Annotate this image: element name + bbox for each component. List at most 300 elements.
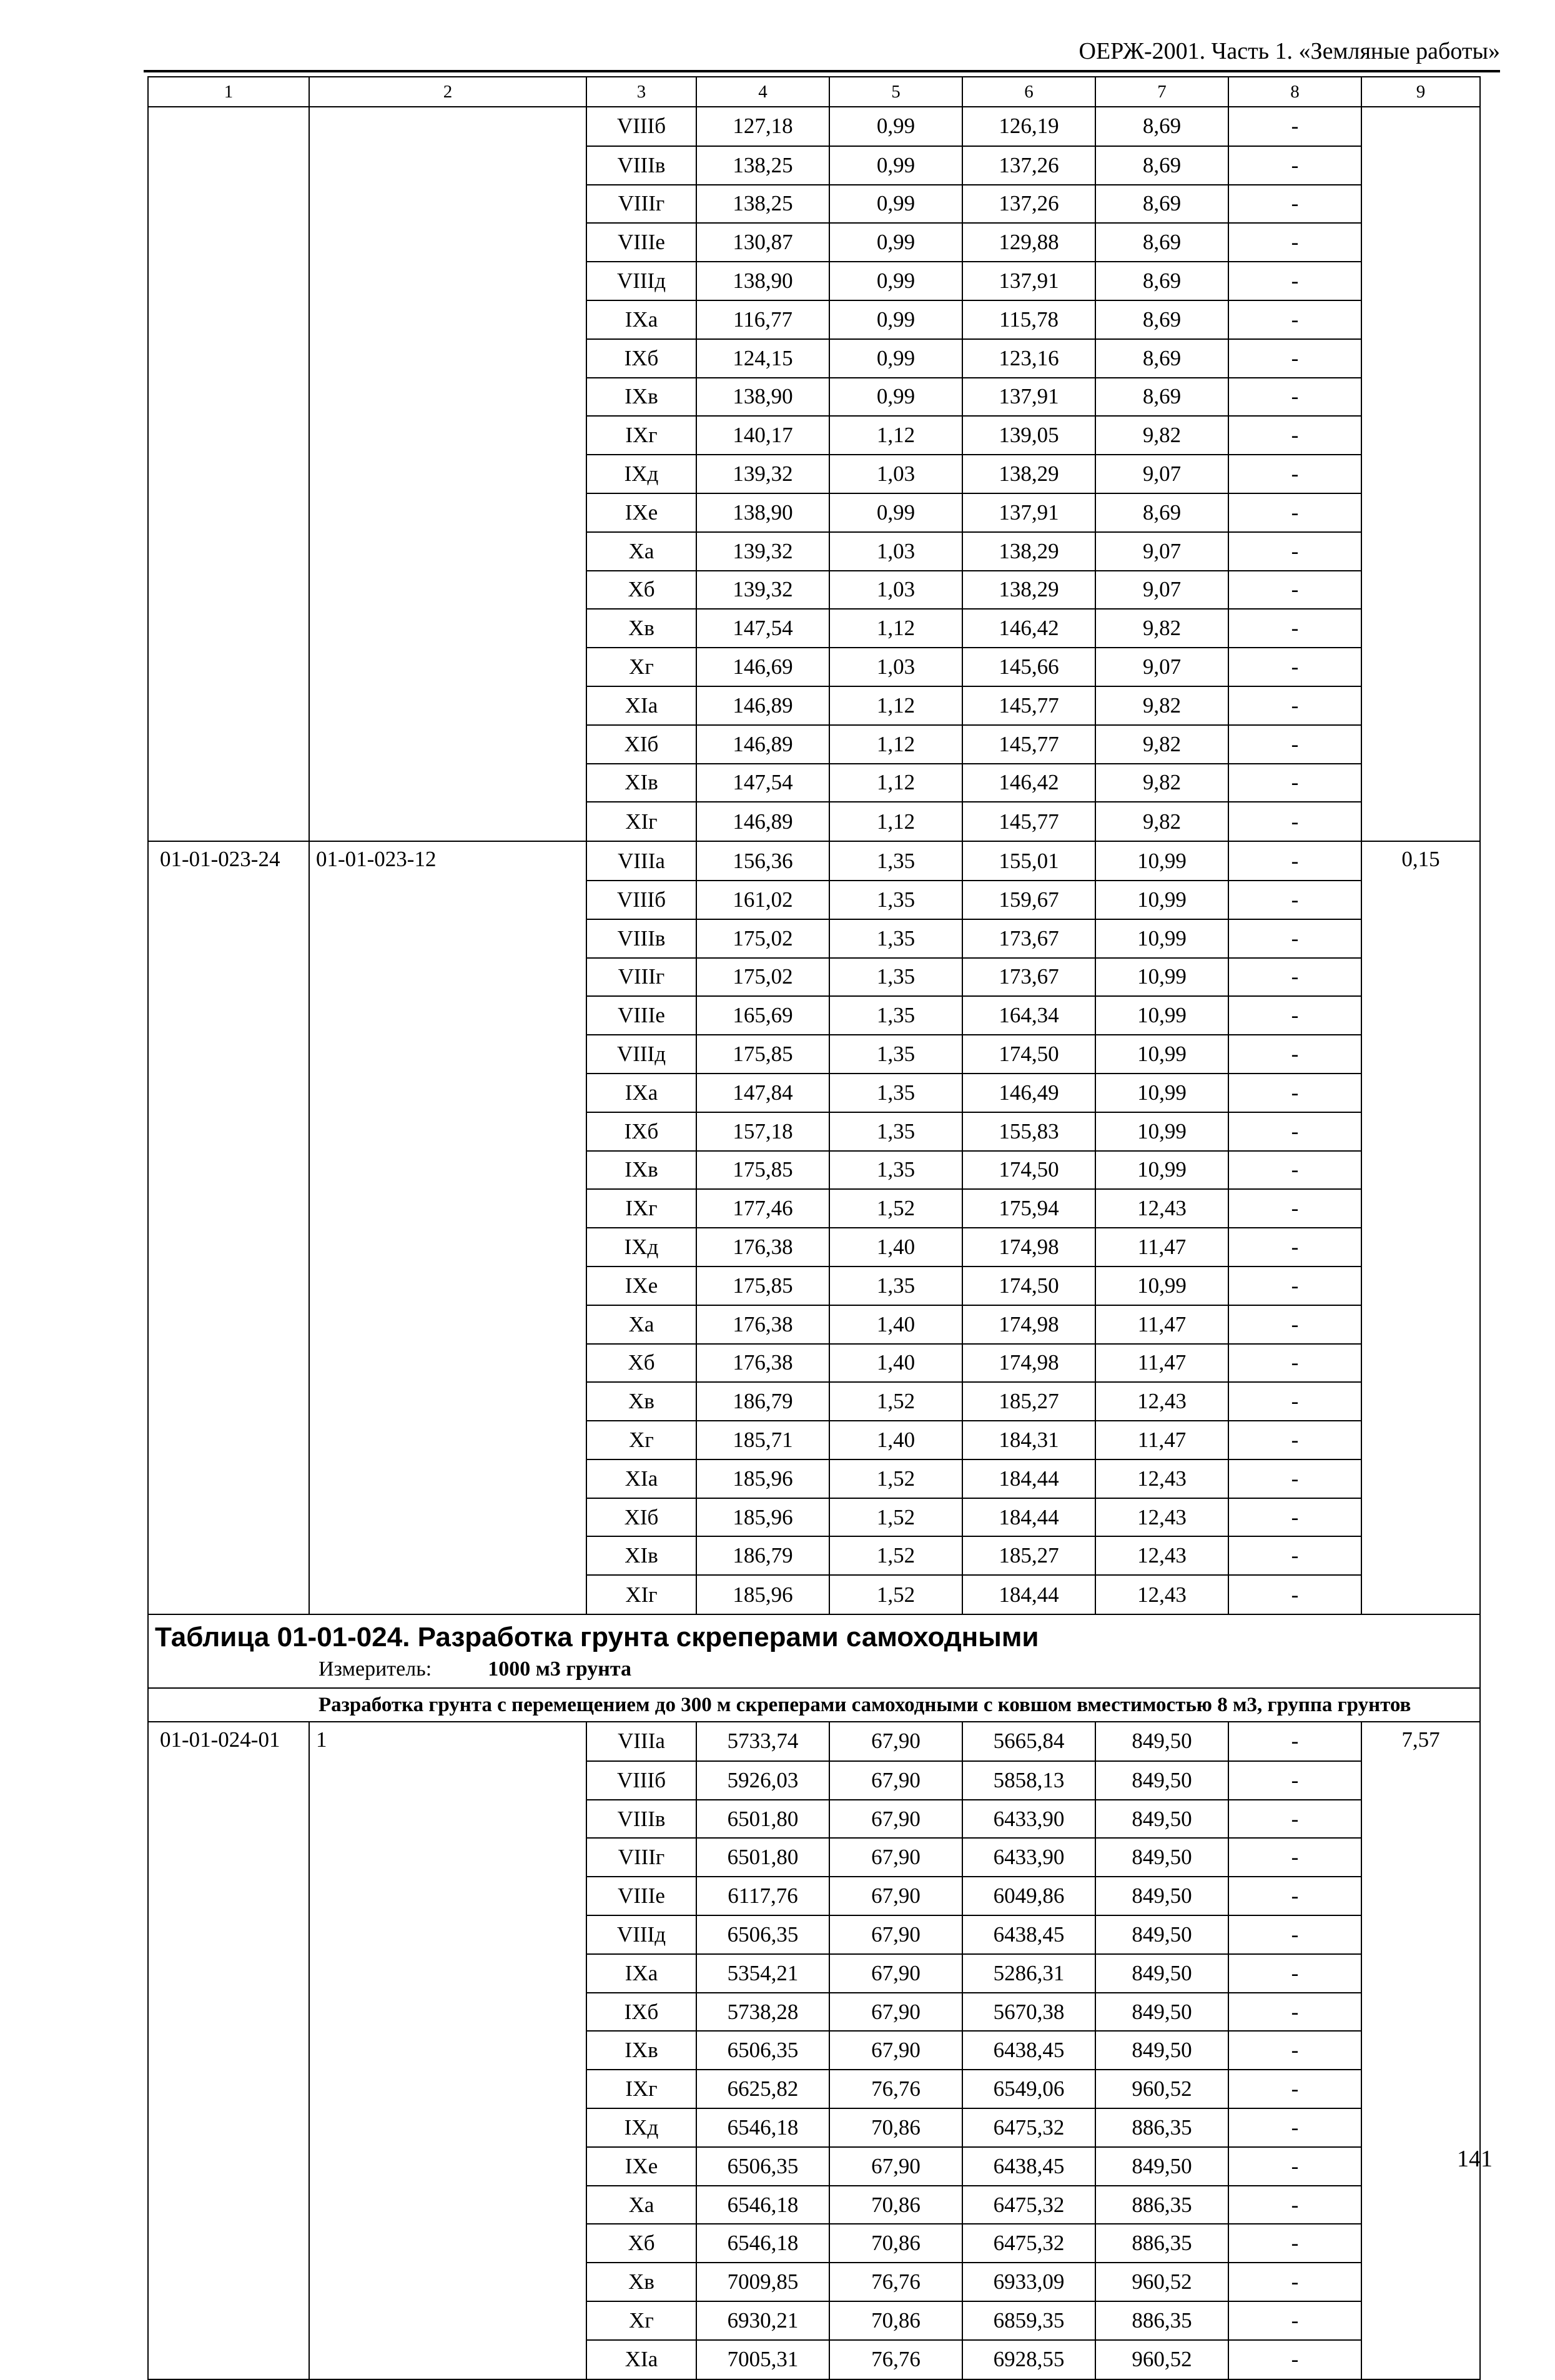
- row-code: [148, 1800, 309, 1839]
- table-cell: -: [1228, 1575, 1361, 1614]
- table-cell: 1,35: [829, 1074, 962, 1112]
- table-cell: 6049,86: [962, 1877, 1095, 1915]
- table-cell: 1,52: [829, 1536, 962, 1575]
- row-code: [148, 1915, 309, 1954]
- table-cell: 1,35: [829, 881, 962, 919]
- row-ref: [309, 1382, 586, 1421]
- table-cell: 849,50: [1095, 1800, 1228, 1839]
- table-cell: 76,76: [829, 2070, 962, 2108]
- row-col9: [1361, 146, 1480, 185]
- row-ref: [309, 1074, 586, 1112]
- table-cell: VIIIе: [586, 1877, 696, 1915]
- meter-value: 1000 м3 грунта: [488, 1657, 631, 1681]
- meter-label: Измеритель:: [318, 1657, 432, 1681]
- table-cell: -: [1228, 1459, 1361, 1498]
- table-cell: 6475,32: [962, 2186, 1095, 2224]
- table-row: [148, 1421, 1480, 1459]
- row-col9: [1361, 1344, 1480, 1383]
- row-col9: [1361, 2224, 1480, 2263]
- table-cell: 176,38: [696, 1228, 829, 1267]
- row-col9: [1361, 2070, 1480, 2108]
- table-cell: 139,32: [696, 455, 829, 493]
- table-row: [148, 2147, 1480, 2186]
- row-ref: 1: [309, 1722, 586, 1761]
- row-code: [148, 996, 309, 1035]
- row-ref: [309, 1305, 586, 1344]
- table-cell: VIIIв: [586, 1800, 696, 1839]
- table-cell: 145,77: [962, 802, 1095, 841]
- row-col9: [1361, 2301, 1480, 2340]
- table-cell: 176,38: [696, 1305, 829, 1344]
- table-cell: 5665,84: [962, 1722, 1095, 1761]
- table-cell: -: [1228, 1305, 1361, 1344]
- row-ref: [309, 2147, 586, 2186]
- row-ref: [309, 1421, 586, 1459]
- row-col9: [1361, 1800, 1480, 1839]
- column-number: 9: [1361, 77, 1480, 107]
- table-cell: 76,76: [829, 2340, 962, 2379]
- table-cell: 127,18: [696, 107, 829, 146]
- table-cell: 1,40: [829, 1344, 962, 1383]
- table-cell: Xа: [586, 532, 696, 571]
- row-ref: [309, 1838, 586, 1877]
- row-ref: [309, 2031, 586, 2070]
- table-cell: 185,27: [962, 1536, 1095, 1575]
- table-cell: 6501,80: [696, 1800, 829, 1839]
- table-cell: 11,47: [1095, 1421, 1228, 1459]
- table-cell: 155,01: [962, 841, 1095, 881]
- row-code: [148, 223, 309, 262]
- table-cell: IXе: [586, 2147, 696, 2186]
- table-row: [148, 107, 1480, 146]
- row-ref: [309, 532, 586, 571]
- row-col9: [1361, 1421, 1480, 1459]
- table-row: [148, 996, 1480, 1035]
- row-ref: [309, 300, 586, 339]
- header-rule: [144, 70, 1500, 72]
- table-row: [148, 881, 1480, 919]
- row-ref: [309, 1800, 586, 1839]
- table-cell: 67,90: [829, 1877, 962, 1915]
- table-cell: Xг: [586, 648, 696, 686]
- column-number: 5: [829, 77, 962, 107]
- row-code: [148, 764, 309, 802]
- row-code: [148, 725, 309, 764]
- table-row: [148, 2301, 1480, 2340]
- row-col9: [1361, 300, 1480, 339]
- row-col9: [1361, 107, 1480, 146]
- row-ref: [309, 1915, 586, 1954]
- table-cell: -: [1228, 493, 1361, 532]
- row-code: [148, 378, 309, 417]
- row-ref: [309, 1536, 586, 1575]
- table-cell: 140,17: [696, 416, 829, 455]
- table-cell: IXв: [586, 2031, 696, 2070]
- table-cell: -: [1228, 1838, 1361, 1877]
- table-cell: XIв: [586, 1536, 696, 1575]
- table-cell: 173,67: [962, 919, 1095, 958]
- table-cell: -: [1228, 300, 1361, 339]
- table-cell: 146,89: [696, 725, 829, 764]
- row-col9: 0,15: [1361, 841, 1480, 881]
- table-cell: VIIIв: [586, 146, 696, 185]
- table-cell: 177,46: [696, 1189, 829, 1228]
- table-row: [148, 532, 1480, 571]
- table-cell: 11,47: [1095, 1305, 1228, 1344]
- table-cell: 175,94: [962, 1189, 1095, 1228]
- table-cell: 5926,03: [696, 1761, 829, 1800]
- table-row: [148, 1344, 1480, 1383]
- row-col9: [1361, 1112, 1480, 1151]
- table-cell: Xг: [586, 2301, 696, 2340]
- table-cell: 1,12: [829, 764, 962, 802]
- table-cell: Xа: [586, 2186, 696, 2224]
- row-col9: [1361, 919, 1480, 958]
- table-cell: -: [1228, 2186, 1361, 2224]
- table-cell: 1,40: [829, 1228, 962, 1267]
- row-code: [148, 455, 309, 493]
- table-cell: VIIIв: [586, 919, 696, 958]
- table-row: [148, 1954, 1480, 1993]
- row-ref: [309, 2108, 586, 2147]
- table-cell: 6438,45: [962, 1915, 1095, 1954]
- table-cell: 67,90: [829, 2147, 962, 2186]
- table-cell: 184,31: [962, 1421, 1095, 1459]
- table-cell: 10,99: [1095, 919, 1228, 958]
- table-cell: -: [1228, 2340, 1361, 2379]
- table-cell: 185,71: [696, 1421, 829, 1459]
- table-cell: 1,35: [829, 919, 962, 958]
- table-row: [148, 1722, 1480, 1761]
- table-cell: 138,29: [962, 571, 1095, 610]
- table-cell: 886,35: [1095, 2301, 1228, 2340]
- running-header: ОЕРЖ-2001. Часть 1. «Земляные работы»: [1079, 38, 1500, 64]
- row-col9: [1361, 455, 1480, 493]
- row-ref: [309, 146, 586, 185]
- row-col9: [1361, 1498, 1480, 1537]
- table-cell: 6438,45: [962, 2031, 1095, 2070]
- table-cell: 1,52: [829, 1382, 962, 1421]
- row-col9: [1361, 2186, 1480, 2224]
- column-number: 4: [696, 77, 829, 107]
- table-cell: 186,79: [696, 1382, 829, 1421]
- row-ref: [309, 1459, 586, 1498]
- table-row: [148, 300, 1480, 339]
- row-ref: [309, 1228, 586, 1267]
- table-row: [148, 725, 1480, 764]
- table-cell: Xв: [586, 1382, 696, 1421]
- table-cell: -: [1228, 1722, 1361, 1761]
- table-cell: -: [1228, 764, 1361, 802]
- table-cell: 849,50: [1095, 1915, 1228, 1954]
- table-cell: 70,86: [829, 2186, 962, 2224]
- row-code: [148, 493, 309, 532]
- table-cell: -: [1228, 1189, 1361, 1228]
- row-code: [148, 2108, 309, 2147]
- table-cell: 145,66: [962, 648, 1095, 686]
- table-cell: 139,32: [696, 571, 829, 610]
- table-cell: Xг: [586, 1421, 696, 1459]
- table-cell: 6501,80: [696, 1838, 829, 1877]
- table-cell: IXг: [586, 1189, 696, 1228]
- table-cell: IXб: [586, 339, 696, 378]
- row-code: [148, 1151, 309, 1190]
- column-number: 8: [1228, 77, 1361, 107]
- table-cell: 886,35: [1095, 2108, 1228, 2147]
- table-cell: 7009,85: [696, 2263, 829, 2301]
- table-cell: 6506,35: [696, 2031, 829, 2070]
- table-cell: -: [1228, 2108, 1361, 2147]
- table-cell: 146,42: [962, 764, 1095, 802]
- table-cell: 67,90: [829, 1915, 962, 1954]
- row-code: [148, 1761, 309, 1800]
- table-cell: -: [1228, 1267, 1361, 1305]
- table-cell: 1,52: [829, 1498, 962, 1537]
- row-col9: [1361, 1761, 1480, 1800]
- table-cell: IXд: [586, 455, 696, 493]
- row-col9: [1361, 1954, 1480, 1993]
- table-cell: 185,96: [696, 1459, 829, 1498]
- table-cell: 10,99: [1095, 1267, 1228, 1305]
- table-cell: 116,77: [696, 300, 829, 339]
- table-cell: 1,40: [829, 1421, 962, 1459]
- table-cell: 175,85: [696, 1151, 829, 1190]
- row-code: [148, 2263, 309, 2301]
- table-row: [148, 2224, 1480, 2263]
- row-code: [148, 958, 309, 997]
- table-cell: -: [1228, 1877, 1361, 1915]
- table-cell: IXа: [586, 1954, 696, 1993]
- table-cell: -: [1228, 1074, 1361, 1112]
- table-cell: IXа: [586, 1074, 696, 1112]
- row-code: [148, 1575, 309, 1614]
- table-cell: 0,99: [829, 146, 962, 185]
- table-cell: 0,99: [829, 107, 962, 146]
- table-row: [148, 2340, 1480, 2379]
- table-cell: -: [1228, 262, 1361, 300]
- table-cell: 67,90: [829, 1993, 962, 2032]
- table-cell: 9,07: [1095, 532, 1228, 571]
- row-code: [148, 262, 309, 300]
- table-cell: 155,83: [962, 1112, 1095, 1151]
- table-cell: 9,07: [1095, 648, 1228, 686]
- row-code: [148, 1228, 309, 1267]
- table-cell: 146,89: [696, 802, 829, 841]
- table-row: [148, 1228, 1480, 1267]
- table-cell: VIIIб: [586, 881, 696, 919]
- row-col9: [1361, 339, 1480, 378]
- row-col9: [1361, 1305, 1480, 1344]
- table-cell: 174,50: [962, 1267, 1095, 1305]
- table-cell: -: [1228, 532, 1361, 571]
- table-cell: 0,99: [829, 223, 962, 262]
- table-cell: 1,12: [829, 416, 962, 455]
- row-col9: [1361, 764, 1480, 802]
- table-cell: 138,90: [696, 262, 829, 300]
- table-cell: 115,78: [962, 300, 1095, 339]
- table-cell: -: [1228, 1035, 1361, 1074]
- table-cell: -: [1228, 609, 1361, 648]
- table-cell: 1,12: [829, 609, 962, 648]
- table-cell: 175,85: [696, 1035, 829, 1074]
- table-cell: IXд: [586, 2108, 696, 2147]
- row-ref: [309, 185, 586, 224]
- row-ref: [309, 1761, 586, 1800]
- row-code: [148, 648, 309, 686]
- table-cell: -: [1228, 919, 1361, 958]
- table-cell: 8,69: [1095, 300, 1228, 339]
- column-number: 2: [309, 77, 586, 107]
- table-cell: 6433,90: [962, 1838, 1095, 1877]
- table-cell: -: [1228, 146, 1361, 185]
- row-code: [148, 1993, 309, 2032]
- row-col9: [1361, 185, 1480, 224]
- table-cell: IXв: [586, 1151, 696, 1190]
- table-cell: VIIIб: [586, 1761, 696, 1800]
- table-cell: 137,26: [962, 146, 1095, 185]
- table-cell: Xб: [586, 571, 696, 610]
- table-cell: 849,50: [1095, 1954, 1228, 1993]
- table-cell: -: [1228, 1800, 1361, 1839]
- table-cell: 8,69: [1095, 493, 1228, 532]
- row-col9: [1361, 1189, 1480, 1228]
- table-cell: IXа: [586, 300, 696, 339]
- row-code: [148, 185, 309, 224]
- table-cell: 849,50: [1095, 1722, 1228, 1761]
- table-cell: -: [1228, 185, 1361, 224]
- row-col9: [1361, 1151, 1480, 1190]
- table-cell: 157,18: [696, 1112, 829, 1151]
- table-cell: 1,35: [829, 1035, 962, 1074]
- table-cell: -: [1228, 1112, 1361, 1151]
- table-cell: -: [1228, 1954, 1361, 1993]
- table-cell: 6117,76: [696, 1877, 829, 1915]
- table-cell: 6549,06: [962, 2070, 1095, 2108]
- row-col9: [1361, 1838, 1480, 1877]
- row-code: [148, 1838, 309, 1877]
- table-cell: 9,07: [1095, 571, 1228, 610]
- table-cell: IXг: [586, 416, 696, 455]
- table-cell: VIIIа: [586, 1722, 696, 1761]
- row-ref: [309, 107, 586, 146]
- table-cell: 9,07: [1095, 455, 1228, 493]
- table-cell: 5286,31: [962, 1954, 1095, 1993]
- table-cell: -: [1228, 1228, 1361, 1267]
- table-cell: 70,86: [829, 2108, 962, 2147]
- table-row: [148, 1035, 1480, 1074]
- table-cell: 67,90: [829, 1954, 962, 1993]
- table-cell: 6625,82: [696, 2070, 829, 2108]
- row-col9: [1361, 2108, 1480, 2147]
- table-024-description-row: [148, 1688, 1480, 1722]
- table-024-description: Разработка грунта с перемещением до 300 м скреперами самоходными с ковшом вместимостью 8 м3, группа грунтов: [148, 1688, 1480, 1722]
- table-cell: 159,67: [962, 881, 1095, 919]
- row-ref: [309, 223, 586, 262]
- row-code: [148, 686, 309, 725]
- row-ref: [309, 686, 586, 725]
- table-row: [148, 416, 1480, 455]
- row-code: [148, 2186, 309, 2224]
- row-ref: [309, 1877, 586, 1915]
- table-cell: 1,35: [829, 841, 962, 881]
- row-ref: 01-01-023-12: [309, 841, 586, 881]
- table-cell: 5733,74: [696, 1722, 829, 1761]
- row-code: [148, 146, 309, 185]
- table-cell: 130,87: [696, 223, 829, 262]
- table-cell: 1,52: [829, 1189, 962, 1228]
- table-cell: 0,99: [829, 185, 962, 224]
- table-cell: 0,99: [829, 262, 962, 300]
- row-col9: [1361, 686, 1480, 725]
- column-number: 7: [1095, 77, 1228, 107]
- table-row: [148, 1074, 1480, 1112]
- row-ref: [309, 2340, 586, 2379]
- table-row: [148, 185, 1480, 224]
- table-cell: VIIIг: [586, 185, 696, 224]
- table-cell: -: [1228, 107, 1361, 146]
- table-cell: 6506,35: [696, 1915, 829, 1954]
- table-cell: 185,96: [696, 1498, 829, 1537]
- table-cell: 123,16: [962, 339, 1095, 378]
- table-cell: 10,99: [1095, 996, 1228, 1035]
- table-row: [148, 1382, 1480, 1421]
- table-row: [148, 609, 1480, 648]
- table-cell: 138,29: [962, 455, 1095, 493]
- table-cell: 5670,38: [962, 1993, 1095, 2032]
- table-cell: 175,02: [696, 958, 829, 997]
- table-row: [148, 571, 1480, 610]
- row-ref: [309, 1954, 586, 1993]
- table-cell: 1,12: [829, 725, 962, 764]
- table-cell: 76,76: [829, 2263, 962, 2301]
- table-cell: 5858,13: [962, 1761, 1095, 1800]
- table-cell: 174,98: [962, 1305, 1095, 1344]
- table-024-title-row: [148, 1614, 1480, 1688]
- row-ref: [309, 1112, 586, 1151]
- row-code: [148, 1112, 309, 1151]
- row-col9: [1361, 881, 1480, 919]
- row-code: [148, 2224, 309, 2263]
- table-cell: 849,50: [1095, 1877, 1228, 1915]
- table-cell: 175,02: [696, 919, 829, 958]
- table-cell: 12,43: [1095, 1536, 1228, 1575]
- table-cell: VIIIг: [586, 1838, 696, 1877]
- table-cell: 6546,18: [696, 2108, 829, 2147]
- table-cell: 1,35: [829, 1112, 962, 1151]
- table-cell: 8,69: [1095, 339, 1228, 378]
- table-cell: -: [1228, 1993, 1361, 2032]
- table-cell: 165,69: [696, 996, 829, 1035]
- row-code: [148, 107, 309, 146]
- table-cell: 849,50: [1095, 2031, 1228, 2070]
- row-col9: [1361, 725, 1480, 764]
- row-code: [148, 609, 309, 648]
- row-code: [148, 881, 309, 919]
- row-col9: [1361, 2340, 1480, 2379]
- table-cell: -: [1228, 1915, 1361, 1954]
- row-col9: [1361, 609, 1480, 648]
- table-cell: Xа: [586, 1305, 696, 1344]
- table-cell: IXе: [586, 1267, 696, 1305]
- row-ref: [309, 339, 586, 378]
- row-col9: [1361, 1993, 1480, 2032]
- table-cell: 147,54: [696, 609, 829, 648]
- table-cell: 139,32: [696, 532, 829, 571]
- table-cell: 11,47: [1095, 1228, 1228, 1267]
- table-024-header-cell: [148, 1614, 1480, 1688]
- table-row: [148, 1498, 1480, 1537]
- row-code: [148, 1382, 309, 1421]
